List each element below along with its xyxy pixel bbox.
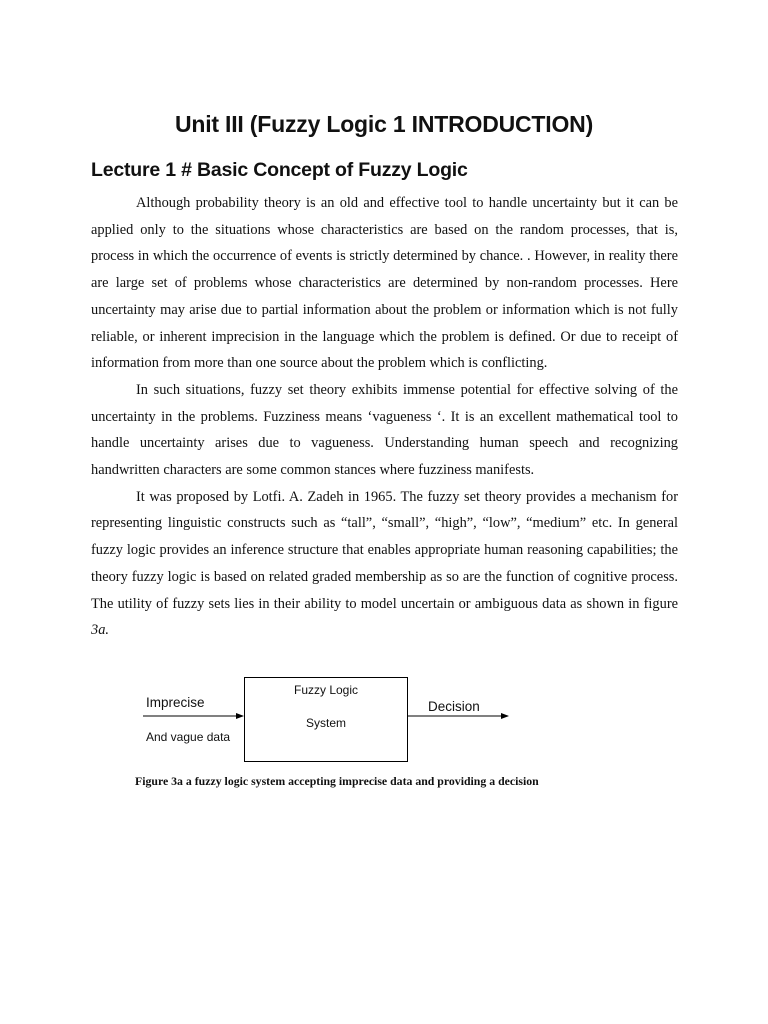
paragraph-probability: Although probability theory is an old and effective tool to handle uncertainty but it can be applied only to the situations whose characteristics are based on the random processes, that is, process in which the occurrence of events is strictly determined by chance. . However, in reality there are large set of problems whose characteristics are determined by non-random processes. Here uncertainty may arise due to partial information about the problem or information which is not fully reliable, or inherent imprecision in the language which the problem is defined. Or due to receipt of information from more than one source about the problem which is conflicting. (91, 195, 678, 372)
paragraph-zadeh (91, 484, 678, 644)
paragraph-fuzzy-set-theory: In such situations, fuzzy set theory exhibits immense potential for effective solving of the uncertainty in the problems. Fuzziness means ‘vagueness ‘. It is an excellent mathematical tool to handle uncertainty arises due to vagueness. Understanding human speech and recognizing handwritten characters are some common stances where fuzziness manifests. (91, 381, 678, 479)
input-label-vague-data: And vague data (146, 730, 231, 744)
input-label-imprecise: Imprecise (146, 695, 205, 710)
box-label-fuzzy-logic: Fuzzy Logic (294, 683, 359, 697)
figure-reference: 3a. (91, 622, 109, 639)
body-text (91, 190, 678, 644)
figure-caption: Figure 3a a fuzzy logic system accepting imprecise data and providing a decision (135, 774, 539, 788)
box-label-system: System (306, 716, 347, 730)
paragraph-zadeh-text: It was proposed by Lotfi. A. Zadeh in 1965. The fuzzy set theory provides a mechanism for representing linguistic constructs such as “tall”, “small”, “high”, “low”, “medium” etc. In general fuzzy logic provides an inference structure that enables appropriate human reasoning capabilities; the theory fuzzy logic is based on related graded membership as so are the function of cognitive process. The utility of fuzzy sets lies in their ability to model uncertain or ambiguous data as shown in figure (91, 488, 678, 612)
fuzzy-logic-diagram (140, 672, 520, 768)
page-title: Unit III (Fuzzy Logic 1 INTRODUCTION) (174, 111, 594, 138)
output-label-decision: Decision (428, 699, 480, 714)
lecture-heading: Lecture 1 # Basic Concept of Fuzzy Logic (91, 159, 468, 182)
